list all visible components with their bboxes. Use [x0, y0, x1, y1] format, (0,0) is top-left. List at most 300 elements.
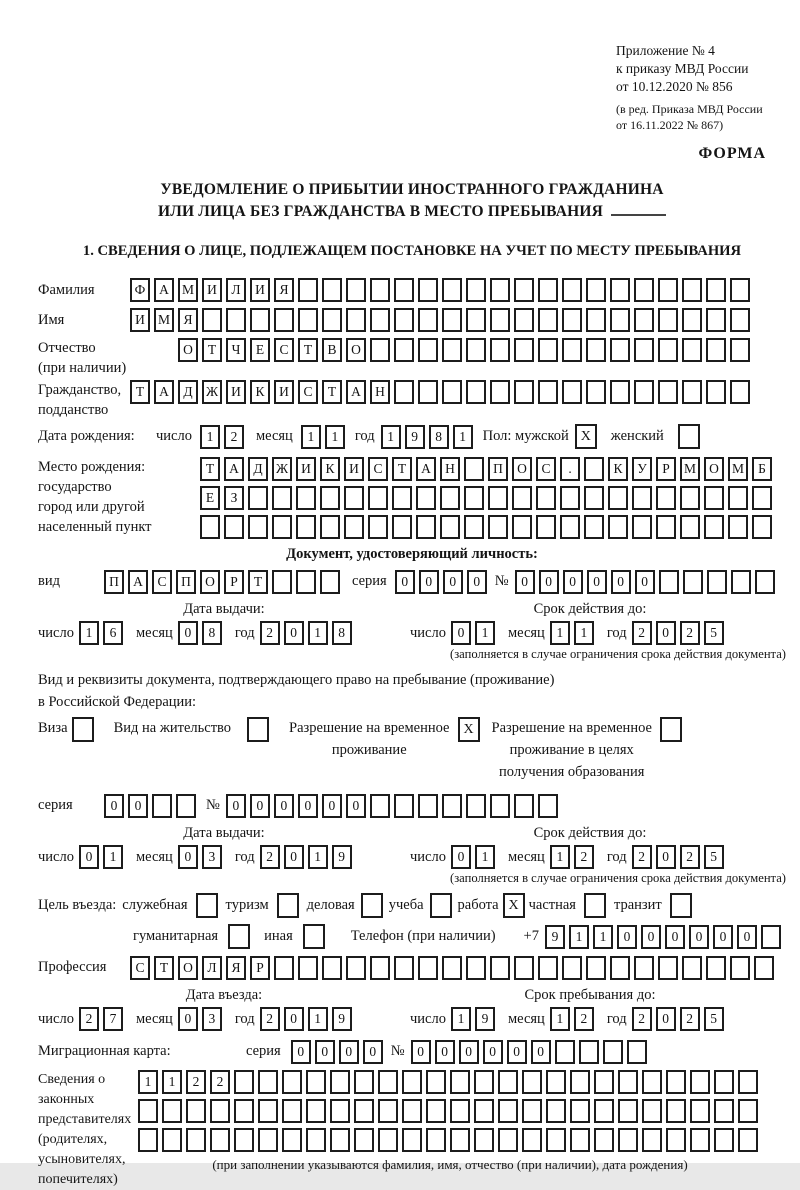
char-box[interactable]: [200, 515, 220, 539]
char-box[interactable]: [562, 956, 582, 980]
char-box[interactable]: П: [176, 570, 196, 594]
char-box[interactable]: [680, 515, 700, 539]
char-box[interactable]: [752, 515, 772, 539]
char-box[interactable]: [634, 338, 654, 362]
char-box[interactable]: [464, 515, 484, 539]
char-box[interactable]: [738, 1099, 758, 1123]
char-box[interactable]: [466, 278, 486, 302]
char-box[interactable]: [394, 278, 414, 302]
char-box[interactable]: [392, 486, 412, 510]
char-box[interactable]: [634, 308, 654, 332]
char-box[interactable]: [354, 1070, 374, 1094]
char-box[interactable]: 1: [593, 925, 613, 949]
char-box[interactable]: [176, 794, 196, 818]
char-box[interactable]: [368, 515, 388, 539]
char-box[interactable]: П: [104, 570, 124, 594]
char-box[interactable]: [416, 515, 436, 539]
char-box[interactable]: 0: [274, 794, 294, 818]
char-box[interactable]: 2: [186, 1070, 206, 1094]
char-box[interactable]: 0: [435, 1040, 455, 1064]
char-box[interactable]: [608, 486, 628, 510]
char-box[interactable]: [402, 1070, 422, 1094]
char-box[interactable]: [274, 956, 294, 980]
char-box[interactable]: [466, 308, 486, 332]
char-box[interactable]: [731, 570, 751, 594]
char-box[interactable]: [682, 338, 702, 362]
char-box[interactable]: 0: [611, 570, 631, 594]
char-box[interactable]: [442, 338, 462, 362]
char-box[interactable]: [538, 794, 558, 818]
char-box[interactable]: 8: [429, 425, 449, 449]
char-box[interactable]: [354, 1099, 374, 1123]
char-box[interactable]: С: [368, 457, 388, 481]
char-box[interactable]: [346, 278, 366, 302]
char-box[interactable]: [730, 380, 750, 404]
char-box[interactable]: [586, 338, 606, 362]
char-box[interactable]: [466, 380, 486, 404]
char-box[interactable]: 1: [453, 425, 473, 449]
char-box[interactable]: [586, 380, 606, 404]
char-box[interactable]: [370, 278, 390, 302]
char-box[interactable]: [682, 278, 702, 302]
char-box[interactable]: [272, 486, 292, 510]
char-box[interactable]: 2: [224, 425, 244, 449]
char-box[interactable]: О: [346, 338, 366, 362]
char-box[interactable]: [322, 278, 342, 302]
char-box[interactable]: 2: [210, 1070, 230, 1094]
char-box[interactable]: [754, 956, 774, 980]
purpose-study-checkbox[interactable]: [430, 893, 452, 918]
char-box[interactable]: 0: [178, 621, 198, 645]
char-box[interactable]: 1: [550, 845, 570, 869]
char-box[interactable]: [666, 1128, 686, 1152]
char-box[interactable]: [555, 1040, 575, 1064]
char-box[interactable]: [282, 1128, 302, 1152]
char-box[interactable]: [354, 1128, 374, 1152]
char-box[interactable]: [586, 278, 606, 302]
char-box[interactable]: [522, 1128, 542, 1152]
char-box[interactable]: 2: [260, 621, 280, 645]
char-box[interactable]: С: [536, 457, 556, 481]
char-box[interactable]: [234, 1070, 254, 1094]
char-box[interactable]: [226, 308, 246, 332]
char-box[interactable]: 1: [550, 621, 570, 645]
char-box[interactable]: 0: [363, 1040, 383, 1064]
char-box[interactable]: 1: [325, 425, 345, 449]
char-box[interactable]: 1: [79, 621, 99, 645]
char-box[interactable]: [658, 278, 678, 302]
char-box[interactable]: [728, 515, 748, 539]
char-box[interactable]: С: [152, 570, 172, 594]
char-box[interactable]: [618, 1128, 638, 1152]
char-box[interactable]: [738, 1128, 758, 1152]
char-box[interactable]: [658, 338, 678, 362]
char-box[interactable]: [466, 338, 486, 362]
purpose-work-checkbox[interactable]: X: [503, 893, 525, 918]
char-box[interactable]: Т: [130, 380, 150, 404]
char-box[interactable]: [586, 956, 606, 980]
char-box[interactable]: [514, 794, 534, 818]
char-box[interactable]: [258, 1070, 278, 1094]
char-box[interactable]: 8: [332, 621, 352, 645]
char-box[interactable]: 2: [632, 1007, 652, 1031]
char-box[interactable]: Д: [178, 380, 198, 404]
char-box[interactable]: 3: [202, 1007, 222, 1031]
char-box[interactable]: О: [178, 956, 198, 980]
char-box[interactable]: [584, 457, 604, 481]
char-box[interactable]: П: [488, 457, 508, 481]
char-box[interactable]: [378, 1070, 398, 1094]
char-box[interactable]: [394, 308, 414, 332]
sex-female-checkbox[interactable]: [678, 424, 700, 449]
char-box[interactable]: [608, 515, 628, 539]
char-box[interactable]: [490, 338, 510, 362]
char-box[interactable]: 1: [103, 845, 123, 869]
char-box[interactable]: 1: [569, 925, 589, 949]
char-box[interactable]: [642, 1128, 662, 1152]
visa-checkbox[interactable]: [72, 717, 94, 742]
char-box[interactable]: 0: [284, 845, 304, 869]
char-box[interactable]: [704, 515, 724, 539]
char-box[interactable]: [138, 1128, 158, 1152]
char-box[interactable]: [546, 1099, 566, 1123]
char-box[interactable]: [466, 794, 486, 818]
char-box[interactable]: [490, 380, 510, 404]
char-box[interactable]: Р: [250, 956, 270, 980]
char-box[interactable]: [306, 1128, 326, 1152]
char-box[interactable]: 0: [665, 925, 685, 949]
char-box[interactable]: [562, 380, 582, 404]
char-box[interactable]: [730, 956, 750, 980]
char-box[interactable]: [298, 308, 318, 332]
char-box[interactable]: [706, 338, 726, 362]
char-box[interactable]: О: [178, 338, 198, 362]
char-box[interactable]: 0: [641, 925, 661, 949]
char-box[interactable]: .: [560, 457, 580, 481]
char-box[interactable]: [378, 1128, 398, 1152]
char-box[interactable]: 9: [332, 1007, 352, 1031]
char-box[interactable]: [394, 956, 414, 980]
char-box[interactable]: [392, 515, 412, 539]
purpose-other-checkbox[interactable]: [303, 924, 325, 949]
char-box[interactable]: 1: [550, 1007, 570, 1031]
char-box[interactable]: 1: [574, 621, 594, 645]
char-box[interactable]: 0: [656, 1007, 676, 1031]
char-box[interactable]: [755, 570, 775, 594]
char-box[interactable]: 0: [322, 794, 342, 818]
char-box[interactable]: [536, 486, 556, 510]
char-box[interactable]: М: [728, 457, 748, 481]
char-box[interactable]: [707, 570, 727, 594]
char-box[interactable]: 0: [587, 570, 607, 594]
char-box[interactable]: [440, 515, 460, 539]
char-box[interactable]: [210, 1099, 230, 1123]
char-box[interactable]: [522, 1099, 542, 1123]
char-box[interactable]: [570, 1128, 590, 1152]
char-box[interactable]: 1: [475, 621, 495, 645]
char-box[interactable]: [322, 308, 342, 332]
char-box[interactable]: 0: [539, 570, 559, 594]
char-box[interactable]: [418, 278, 438, 302]
char-box[interactable]: [418, 338, 438, 362]
char-box[interactable]: [658, 380, 678, 404]
char-box[interactable]: 0: [713, 925, 733, 949]
char-box[interactable]: [514, 956, 534, 980]
char-box[interactable]: С: [130, 956, 150, 980]
char-box[interactable]: [562, 278, 582, 302]
char-box[interactable]: [296, 515, 316, 539]
char-box[interactable]: К: [250, 380, 270, 404]
char-box[interactable]: [442, 956, 462, 980]
char-box[interactable]: 9: [475, 1007, 495, 1031]
char-box[interactable]: [730, 278, 750, 302]
char-box[interactable]: [416, 486, 436, 510]
char-box[interactable]: [714, 1099, 734, 1123]
char-box[interactable]: [714, 1128, 734, 1152]
char-box[interactable]: Ж: [272, 457, 292, 481]
char-box[interactable]: 0: [656, 845, 676, 869]
char-box[interactable]: Ж: [202, 380, 222, 404]
char-box[interactable]: [562, 308, 582, 332]
char-box[interactable]: А: [416, 457, 436, 481]
char-box[interactable]: Т: [392, 457, 412, 481]
char-box[interactable]: 2: [680, 1007, 700, 1031]
char-box[interactable]: [658, 308, 678, 332]
char-box[interactable]: [594, 1128, 614, 1152]
char-box[interactable]: [464, 486, 484, 510]
char-box[interactable]: З: [224, 486, 244, 510]
char-box[interactable]: Я: [274, 278, 294, 302]
char-box[interactable]: [634, 380, 654, 404]
char-box[interactable]: Н: [370, 380, 390, 404]
char-box[interactable]: 0: [291, 1040, 311, 1064]
char-box[interactable]: [344, 486, 364, 510]
purpose-private-checkbox[interactable]: [584, 893, 606, 918]
char-box[interactable]: Я: [226, 956, 246, 980]
char-box[interactable]: Т: [154, 956, 174, 980]
char-box[interactable]: К: [320, 457, 340, 481]
char-box[interactable]: [683, 570, 703, 594]
char-box[interactable]: 0: [451, 621, 471, 645]
char-box[interactable]: 0: [178, 845, 198, 869]
char-box[interactable]: [570, 1099, 590, 1123]
char-box[interactable]: [634, 278, 654, 302]
char-box[interactable]: 1: [381, 425, 401, 449]
char-box[interactable]: И: [296, 457, 316, 481]
char-box[interactable]: [370, 308, 390, 332]
char-box[interactable]: [634, 956, 654, 980]
char-box[interactable]: Б: [752, 457, 772, 481]
char-box[interactable]: [610, 956, 630, 980]
char-box[interactable]: 2: [260, 1007, 280, 1031]
char-box[interactable]: 0: [128, 794, 148, 818]
char-box[interactable]: [394, 794, 414, 818]
char-box[interactable]: И: [130, 308, 150, 332]
char-box[interactable]: Ф: [130, 278, 150, 302]
char-box[interactable]: [730, 338, 750, 362]
char-box[interactable]: 0: [689, 925, 709, 949]
char-box[interactable]: [418, 380, 438, 404]
char-box[interactable]: Н: [440, 457, 460, 481]
char-box[interactable]: 0: [178, 1007, 198, 1031]
char-box[interactable]: [610, 308, 630, 332]
char-box[interactable]: [258, 1128, 278, 1152]
char-box[interactable]: 5: [704, 1007, 724, 1031]
char-box[interactable]: 0: [411, 1040, 431, 1064]
char-box[interactable]: [474, 1099, 494, 1123]
purpose-transit-checkbox[interactable]: [670, 893, 692, 918]
char-box[interactable]: [562, 338, 582, 362]
char-box[interactable]: 0: [284, 621, 304, 645]
char-box[interactable]: [514, 308, 534, 332]
char-box[interactable]: 0: [226, 794, 246, 818]
char-box[interactable]: 2: [680, 845, 700, 869]
char-box[interactable]: [690, 1070, 710, 1094]
char-box[interactable]: [450, 1070, 470, 1094]
char-box[interactable]: [560, 486, 580, 510]
char-box[interactable]: Р: [656, 457, 676, 481]
char-box[interactable]: 9: [545, 925, 565, 949]
char-box[interactable]: 2: [79, 1007, 99, 1031]
char-box[interactable]: И: [344, 457, 364, 481]
char-box[interactable]: И: [250, 278, 270, 302]
char-box[interactable]: [298, 278, 318, 302]
char-box[interactable]: [490, 794, 510, 818]
purpose-humanitarian-checkbox[interactable]: [228, 924, 250, 949]
char-box[interactable]: 1: [308, 845, 328, 869]
char-box[interactable]: [370, 338, 390, 362]
char-box[interactable]: [490, 278, 510, 302]
char-box[interactable]: [514, 338, 534, 362]
char-box[interactable]: [498, 1070, 518, 1094]
char-box[interactable]: [498, 1128, 518, 1152]
char-box[interactable]: [618, 1099, 638, 1123]
char-box[interactable]: [704, 486, 724, 510]
char-box[interactable]: 2: [632, 621, 652, 645]
char-box[interactable]: [402, 1099, 422, 1123]
char-box[interactable]: 9: [332, 845, 352, 869]
char-box[interactable]: Т: [248, 570, 268, 594]
char-box[interactable]: 2: [680, 621, 700, 645]
char-box[interactable]: [514, 278, 534, 302]
char-box[interactable]: [586, 308, 606, 332]
char-box[interactable]: 6: [103, 621, 123, 645]
char-box[interactable]: Д: [248, 457, 268, 481]
char-box[interactable]: 0: [315, 1040, 335, 1064]
char-box[interactable]: 1: [308, 1007, 328, 1031]
char-box[interactable]: [682, 308, 702, 332]
char-box[interactable]: 2: [632, 845, 652, 869]
char-box[interactable]: [464, 457, 484, 481]
char-box[interactable]: 3: [202, 845, 222, 869]
char-box[interactable]: [426, 1099, 446, 1123]
char-box[interactable]: [418, 956, 438, 980]
char-box[interactable]: [368, 486, 388, 510]
char-box[interactable]: [627, 1040, 647, 1064]
char-box[interactable]: О: [200, 570, 220, 594]
char-box[interactable]: [320, 570, 340, 594]
char-box[interactable]: М: [680, 457, 700, 481]
purpose-tourism-checkbox[interactable]: [277, 893, 299, 918]
char-box[interactable]: Р: [224, 570, 244, 594]
char-box[interactable]: [680, 486, 700, 510]
char-box[interactable]: Т: [200, 457, 220, 481]
char-box[interactable]: [618, 1070, 638, 1094]
char-box[interactable]: [642, 1070, 662, 1094]
char-box[interactable]: [418, 308, 438, 332]
char-box[interactable]: С: [298, 380, 318, 404]
char-box[interactable]: [442, 278, 462, 302]
sex-male-checkbox[interactable]: X: [575, 424, 597, 449]
char-box[interactable]: 0: [419, 570, 439, 594]
char-box[interactable]: [370, 794, 390, 818]
char-box[interactable]: М: [154, 308, 174, 332]
char-box[interactable]: 0: [531, 1040, 551, 1064]
char-box[interactable]: У: [632, 457, 652, 481]
char-box[interactable]: [186, 1099, 206, 1123]
char-box[interactable]: А: [154, 278, 174, 302]
char-box[interactable]: [632, 515, 652, 539]
char-box[interactable]: 0: [459, 1040, 479, 1064]
char-box[interactable]: [442, 380, 462, 404]
char-box[interactable]: 0: [483, 1040, 503, 1064]
char-box[interactable]: [258, 1099, 278, 1123]
char-box[interactable]: 0: [617, 925, 637, 949]
char-box[interactable]: [738, 1070, 758, 1094]
char-box[interactable]: 7: [103, 1007, 123, 1031]
char-box[interactable]: [560, 515, 580, 539]
char-box[interactable]: [546, 1128, 566, 1152]
char-box[interactable]: [450, 1128, 470, 1152]
char-box[interactable]: [538, 956, 558, 980]
char-box[interactable]: Я: [178, 308, 198, 332]
char-box[interactable]: 1: [200, 425, 220, 449]
char-box[interactable]: [603, 1040, 623, 1064]
char-box[interactable]: 0: [395, 570, 415, 594]
char-box[interactable]: [538, 380, 558, 404]
char-box[interactable]: [442, 794, 462, 818]
char-box[interactable]: [248, 486, 268, 510]
char-box[interactable]: [682, 380, 702, 404]
char-box[interactable]: [706, 380, 726, 404]
char-box[interactable]: [682, 956, 702, 980]
char-box[interactable]: [656, 486, 676, 510]
char-box[interactable]: [296, 486, 316, 510]
char-box[interactable]: [210, 1128, 230, 1152]
char-box[interactable]: О: [704, 457, 724, 481]
char-box[interactable]: [296, 570, 316, 594]
char-box[interactable]: 1: [162, 1070, 182, 1094]
char-box[interactable]: [538, 308, 558, 332]
char-box[interactable]: С: [274, 338, 294, 362]
char-box[interactable]: [490, 308, 510, 332]
char-box[interactable]: 2: [574, 845, 594, 869]
char-box[interactable]: [186, 1128, 206, 1152]
char-box[interactable]: [514, 380, 534, 404]
char-box[interactable]: 2: [260, 845, 280, 869]
char-box[interactable]: [584, 486, 604, 510]
char-box[interactable]: [498, 1099, 518, 1123]
char-box[interactable]: 2: [574, 1007, 594, 1031]
char-box[interactable]: 0: [515, 570, 535, 594]
char-box[interactable]: М: [178, 278, 198, 302]
char-box[interactable]: [642, 1099, 662, 1123]
char-box[interactable]: 0: [656, 621, 676, 645]
char-box[interactable]: Ч: [226, 338, 246, 362]
char-box[interactable]: И: [226, 380, 246, 404]
char-box[interactable]: [488, 515, 508, 539]
char-box[interactable]: 0: [443, 570, 463, 594]
